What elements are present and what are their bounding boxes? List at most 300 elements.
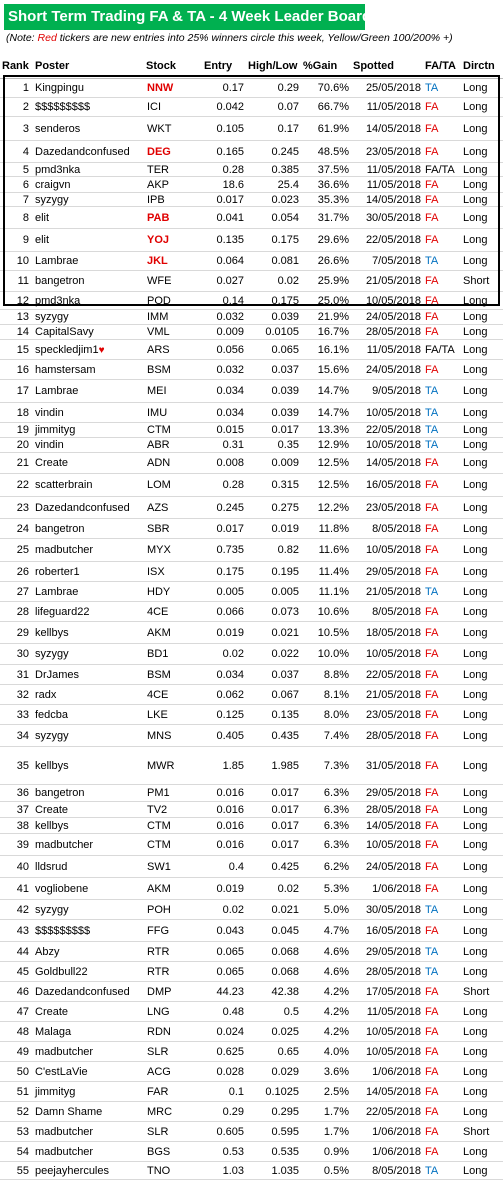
- stock-cell-text: ICI: [147, 101, 162, 113]
- gain-cell: [301, 229, 351, 252]
- entry-cell: [202, 644, 246, 665]
- gain-cell-text: 4.2%: [323, 1005, 349, 1018]
- gain-cell: [301, 340, 351, 360]
- stock-cell: [144, 360, 202, 380]
- high-low-cell-text: 0.065: [271, 343, 299, 356]
- rank-cell: [0, 834, 33, 856]
- direction-cell-text: Long: [463, 457, 488, 469]
- note-rest: tickers are new entries into 25% winners circle this week, Yellow/Green 100/200% +): [59, 32, 453, 44]
- rank-cell: [0, 177, 33, 193]
- gain-cell: [301, 325, 351, 340]
- poster-cell-text: peejayhercules: [35, 1164, 109, 1177]
- spotted-cell-text: 21/05/2018: [365, 585, 421, 598]
- high-low-cell: [246, 856, 301, 878]
- entry-cell-text: 0.065: [216, 965, 244, 978]
- stock-cell: [144, 292, 202, 310]
- rank-cell: [0, 474, 33, 497]
- gain-cell: [301, 163, 351, 177]
- poster-cell: [33, 403, 144, 423]
- table-row: [0, 1142, 503, 1162]
- fa-ta-cell: [423, 785, 461, 802]
- fa-ta-cell-text: FA: [425, 819, 439, 832]
- spotted-cell-text: 21/05/2018: [365, 688, 421, 701]
- direction-cell: [461, 665, 503, 685]
- rank-cell-text: 45: [16, 965, 29, 978]
- poster-cell: [33, 207, 144, 229]
- high-low-cell-text: 0.275: [271, 501, 299, 514]
- fa-ta-cell-text: FA: [425, 294, 439, 307]
- gain-cell: [301, 403, 351, 423]
- high-low-cell-text: 0.073: [271, 605, 299, 618]
- direction-cell-text: Long: [463, 605, 488, 618]
- entry-cell: [202, 1042, 246, 1062]
- stock-cell: [144, 229, 202, 252]
- high-low-cell-text: 0.023: [271, 193, 299, 206]
- stock-cell: [144, 163, 202, 177]
- poster-cell: [33, 252, 144, 271]
- high-low-cell: [246, 878, 301, 900]
- poster-cell-text: Create: [35, 1005, 69, 1018]
- spotted-cell: [351, 340, 423, 360]
- poster-cell-text: elit: [35, 234, 50, 246]
- rank-cell-text: 39: [16, 838, 29, 851]
- spotted-cell: [351, 1082, 423, 1102]
- rank-cell-text: 54: [16, 1145, 29, 1158]
- high-low-cell: [246, 1102, 301, 1122]
- entry-cell: [202, 519, 246, 539]
- stock-cell-text: AKM: [147, 626, 171, 639]
- direction-cell-text: Long: [463, 1005, 488, 1018]
- gain-cell-text: 29.6%: [317, 234, 349, 246]
- high-low-cell: [246, 325, 301, 340]
- spotted-cell-text: 28/05/2018: [365, 729, 421, 742]
- poster-cell: [33, 271, 144, 292]
- direction-cell-text: Long: [463, 424, 488, 436]
- high-low-cell: [246, 207, 301, 229]
- spotted-cell-text: 10/05/2018: [365, 648, 421, 660]
- entry-cell: [202, 325, 246, 340]
- gain-cell-text: 6.3%: [323, 819, 349, 832]
- rank-cell-text: 5: [22, 163, 29, 176]
- gain-cell: [301, 310, 351, 325]
- entry-cell: [202, 856, 246, 878]
- stock-cell: [144, 380, 202, 403]
- entry-cell: [202, 177, 246, 193]
- poster-cell-text: CapitalSavy: [35, 326, 94, 338]
- spotted-cell: [351, 438, 423, 453]
- gain-cell-text: 13.3%: [317, 424, 349, 436]
- rank-cell: [0, 193, 33, 207]
- fa-ta-cell-text: FA: [425, 882, 439, 895]
- direction-cell: [461, 325, 503, 340]
- poster-cell-text: jimmityg: [35, 1085, 76, 1098]
- stock-cell-text: BD1: [147, 648, 169, 660]
- page-title: Short Term Trading FA & TA - 4 Week Leader Board: [4, 4, 365, 30]
- direction-cell-text: Short: [463, 1125, 490, 1138]
- entry-cell: [202, 725, 246, 747]
- stock-cell-text: FAR: [147, 1085, 169, 1098]
- gain-cell: [301, 453, 351, 474]
- stock-cell: [144, 438, 202, 453]
- direction-cell: [461, 562, 503, 582]
- high-low-cell-text: 0.009: [271, 457, 299, 469]
- table-row: [0, 856, 503, 878]
- spotted-cell-text: 9/05/2018: [372, 385, 421, 397]
- table-row: [0, 665, 503, 685]
- fa-ta-cell-text: FA: [425, 1105, 439, 1118]
- direction-cell: [461, 920, 503, 942]
- direction-cell: [461, 725, 503, 747]
- stock-cell: [144, 403, 202, 423]
- entry-cell-text: 0.034: [216, 406, 244, 419]
- high-low-cell: [246, 360, 301, 380]
- rank-cell-text: 33: [16, 708, 29, 721]
- poster-cell-text: Dazedandconfused: [35, 501, 130, 514]
- direction-cell: [461, 802, 503, 818]
- poster-cell: [33, 1102, 144, 1122]
- gain-cell-text: 4.6%: [323, 965, 349, 978]
- rank-cell-text: 11: [17, 275, 29, 287]
- fa-ta-cell-text: FA: [425, 985, 439, 998]
- table-row: [0, 474, 503, 497]
- fa-ta-cell: [423, 856, 461, 878]
- direction-cell-text: Long: [463, 343, 488, 356]
- high-low-cell: [246, 453, 301, 474]
- direction-cell: [461, 453, 503, 474]
- table-row: [0, 207, 503, 229]
- fa-ta-cell: [423, 117, 461, 141]
- high-low-cell-text: 0.029: [271, 1065, 299, 1078]
- direction-cell-text: Long: [463, 311, 488, 323]
- direction-cell: [461, 747, 503, 785]
- gain-cell: [301, 207, 351, 229]
- rank-cell-text: 43: [16, 924, 29, 937]
- spotted-cell: [351, 1162, 423, 1180]
- rank-cell-text: 34: [16, 729, 29, 742]
- entry-cell-text: 0.02: [222, 903, 244, 916]
- entry-cell-text: 0.032: [216, 311, 244, 323]
- stock-cell: [144, 725, 202, 747]
- entry-cell-text: 0.009: [216, 326, 244, 338]
- rank-cell: [0, 1142, 33, 1162]
- entry-cell: [202, 310, 246, 325]
- rank-cell: [0, 519, 33, 539]
- rank-cell-text: 22: [16, 479, 29, 491]
- table-row: [0, 962, 503, 982]
- direction-cell: [461, 1142, 503, 1162]
- table-row: [0, 747, 503, 785]
- gain-cell-text: 4.6%: [323, 945, 349, 958]
- fa-ta-cell-text: FA: [425, 193, 439, 206]
- gain-cell-text: 35.3%: [317, 193, 349, 206]
- high-low-cell: [246, 747, 301, 785]
- rank-cell-text: 31: [16, 668, 29, 681]
- high-low-cell: [246, 1062, 301, 1082]
- poster-cell-text: Create: [35, 803, 69, 816]
- fa-ta-cell: [423, 453, 461, 474]
- stock-cell-text: IMU: [147, 406, 168, 419]
- direction-cell-text: Long: [463, 803, 488, 816]
- entry-cell-text: 0.034: [216, 668, 244, 681]
- gain-cell: [301, 665, 351, 685]
- entry-cell-text: 18.6: [222, 178, 244, 191]
- fa-ta-cell: [423, 582, 461, 602]
- rank-cell-text: 50: [16, 1065, 29, 1078]
- entry-cell: [202, 403, 246, 423]
- direction-cell-text: Long: [463, 1164, 488, 1177]
- entry-cell-text: 0.735: [216, 544, 244, 556]
- table-row: [0, 900, 503, 920]
- poster-cell-text: Kingpingu: [35, 82, 84, 94]
- direction-cell-text: Long: [463, 708, 488, 721]
- fa-ta-cell: [423, 818, 461, 834]
- gain-cell-text: 6.2%: [323, 860, 349, 873]
- poster-cell: [33, 622, 144, 644]
- gain-cell-text: 16.7%: [317, 326, 349, 338]
- high-low-cell-text: 0.039: [271, 311, 299, 323]
- stock-cell: [144, 1102, 202, 1122]
- high-low-cell-text: 0.175: [271, 294, 299, 307]
- poster-cell: [33, 785, 144, 802]
- fa-ta-cell: [423, 380, 461, 403]
- fa-ta-cell-text: FA: [425, 544, 439, 556]
- fa-ta-cell-text: FA: [425, 803, 439, 816]
- stock-cell-text: BGS: [147, 1145, 171, 1158]
- poster-cell: [33, 1042, 144, 1062]
- direction-cell: [461, 360, 503, 380]
- rank-cell-text: 23: [16, 501, 29, 514]
- entry-cell: [202, 141, 246, 163]
- poster-cell: [33, 141, 144, 163]
- high-low-cell: [246, 982, 301, 1002]
- gain-cell-text: 5.0%: [323, 903, 349, 916]
- fa-ta-cell: [423, 207, 461, 229]
- direction-cell: [461, 117, 503, 141]
- rank-cell: [0, 705, 33, 725]
- entry-cell-text: 0.016: [216, 838, 244, 851]
- spotted-cell-text: 8/05/2018: [372, 605, 421, 618]
- rank-cell: [0, 292, 33, 310]
- spotted-cell: [351, 98, 423, 117]
- poster-cell: [33, 962, 144, 982]
- fa-ta-cell-text: FA/TA: [425, 343, 455, 356]
- high-low-cell: [246, 1042, 301, 1062]
- direction-cell-text: Long: [463, 234, 488, 246]
- direction-cell: [461, 271, 503, 292]
- direction-cell: [461, 900, 503, 920]
- high-low-cell: [246, 818, 301, 834]
- high-low-cell: [246, 340, 301, 360]
- direction-cell: [461, 177, 503, 193]
- gain-cell: [301, 818, 351, 834]
- rank-cell: [0, 539, 33, 562]
- rank-cell-text: 36: [16, 787, 29, 799]
- poster-cell-text: Dazedandconfused: [35, 145, 130, 158]
- rank-cell-text: 2: [22, 101, 29, 113]
- fa-ta-cell-text: FA: [425, 522, 439, 535]
- entry-cell: [202, 252, 246, 271]
- poster-cell-text: pmd3nka: [35, 294, 81, 307]
- rank-cell: [0, 747, 33, 785]
- stock-cell: [144, 98, 202, 117]
- direction-cell-text: Long: [463, 501, 488, 514]
- direction-cell: [461, 403, 503, 423]
- gain-cell-text: 6.3%: [323, 803, 349, 816]
- poster-cell-text: speckledjim1: [35, 343, 99, 356]
- stock-cell-text: ISX: [147, 565, 165, 578]
- poster-cell-text: roberter1: [35, 565, 80, 578]
- rank-cell-text: 7: [22, 193, 29, 206]
- rank-cell: [0, 98, 33, 117]
- gain-cell-text: 0.9%: [323, 1145, 349, 1158]
- entry-cell-text: 0.405: [216, 729, 244, 742]
- spotted-cell: [351, 380, 423, 403]
- entry-cell: [202, 207, 246, 229]
- direction-cell: [461, 1082, 503, 1102]
- direction-cell-text: Short: [463, 275, 490, 287]
- rank-cell: [0, 310, 33, 325]
- poster-cell-text: craigvn: [35, 178, 71, 191]
- table-row: [0, 685, 503, 705]
- fa-ta-cell-text: FA: [425, 457, 439, 469]
- entry-cell-text: 0.034: [216, 385, 244, 397]
- fa-ta-cell: [423, 1002, 461, 1022]
- entry-cell: [202, 834, 246, 856]
- spotted-cell: [351, 602, 423, 622]
- spotted-cell-text: 10/05/2018: [365, 294, 421, 307]
- stock-cell-text: SLR: [147, 1045, 169, 1058]
- poster-cell-text: madbutcher: [35, 1125, 94, 1138]
- poster-cell: [33, 519, 144, 539]
- high-low-cell: [246, 141, 301, 163]
- entry-cell: [202, 1002, 246, 1022]
- gain-cell: [301, 1042, 351, 1062]
- spotted-cell: [351, 539, 423, 562]
- poster-cell-text: hamstersam: [35, 363, 96, 376]
- direction-cell-text: Long: [463, 626, 488, 639]
- high-low-cell: [246, 644, 301, 665]
- gain-cell: [301, 292, 351, 310]
- direction-cell-text: Short: [463, 985, 490, 998]
- fa-ta-cell: [423, 403, 461, 423]
- poster-cell: [33, 340, 144, 360]
- high-low-cell-text: 0.039: [271, 385, 299, 397]
- poster-cell: [33, 705, 144, 725]
- poster-cell-text: syzygy: [35, 903, 69, 916]
- gain-cell-text: 12.9%: [317, 439, 349, 451]
- high-low-cell: [246, 685, 301, 705]
- spotted-cell: [351, 747, 423, 785]
- spotted-cell: [351, 519, 423, 539]
- high-low-cell: [246, 292, 301, 310]
- gain-cell: [301, 252, 351, 271]
- entry-cell-text: 0.28: [222, 163, 244, 176]
- fa-ta-cell: [423, 310, 461, 325]
- stock-cell: [144, 856, 202, 878]
- rank-cell: [0, 685, 33, 705]
- gain-cell: [301, 920, 351, 942]
- spotted-cell-text: 29/05/2018: [365, 565, 421, 578]
- spotted-cell: [351, 1142, 423, 1162]
- spotted-cell-text: 10/05/2018: [365, 1025, 421, 1038]
- table-row: [0, 622, 503, 644]
- stock-cell: [144, 602, 202, 622]
- gain-cell-text: 12.2%: [317, 501, 349, 514]
- rank-cell-text: 6: [22, 178, 29, 191]
- legend-note: [6, 32, 453, 44]
- fa-ta-cell-text: TA: [425, 385, 439, 397]
- entry-cell: [202, 962, 246, 982]
- direction-cell: [461, 818, 503, 834]
- fa-ta-cell-text: FA: [425, 688, 439, 701]
- poster-cell-text: bangetron: [35, 522, 85, 535]
- gain-cell-text: 5.3%: [323, 882, 349, 895]
- rank-cell: [0, 497, 33, 519]
- stock-cell-text: RDN: [147, 1025, 171, 1038]
- fa-ta-cell-text: FA: [425, 860, 439, 873]
- stock-cell-text: SBR: [147, 522, 170, 535]
- poster-cell: [33, 1142, 144, 1162]
- fa-ta-cell: [423, 360, 461, 380]
- entry-cell: [202, 163, 246, 177]
- fa-ta-cell: [423, 474, 461, 497]
- stock-cell: [144, 562, 202, 582]
- spotted-cell: [351, 163, 423, 177]
- fa-ta-cell: [423, 622, 461, 644]
- high-low-cell-text: 0.068: [271, 945, 299, 958]
- rank-cell: [0, 1162, 33, 1180]
- direction-cell-text: Long: [463, 522, 488, 535]
- spotted-cell: [351, 962, 423, 982]
- spotted-cell-text: 11/05/2018: [366, 343, 421, 356]
- direction-cell-text: Long: [463, 565, 488, 578]
- stock-cell-text: MEI: [147, 385, 167, 397]
- high-low-cell: [246, 665, 301, 685]
- table-row: [0, 982, 503, 1002]
- poster-cell: [33, 900, 144, 920]
- high-low-cell-text: 0.175: [271, 234, 299, 246]
- high-low-cell-text: 0.435: [271, 729, 299, 742]
- direction-cell: [461, 705, 503, 725]
- high-low-cell-text: 0.025: [271, 1025, 299, 1038]
- poster-cell: [33, 1002, 144, 1022]
- spotted-cell-text: 16/05/2018: [365, 924, 421, 937]
- stock-cell-text: NNW: [147, 82, 174, 94]
- direction-cell-text: Long: [463, 1065, 488, 1078]
- rank-cell: [0, 340, 33, 360]
- stock-cell: [144, 519, 202, 539]
- high-low-cell-text: 0.021: [271, 626, 299, 639]
- high-low-cell: [246, 310, 301, 325]
- stock-cell-text: FFG: [147, 924, 169, 937]
- high-low-cell: [246, 582, 301, 602]
- high-low-cell-text: 0.245: [271, 145, 299, 158]
- high-low-cell: [246, 920, 301, 942]
- stock-cell-text: 4CE: [147, 605, 169, 618]
- poster-cell-text: Goldbull22: [35, 965, 88, 978]
- direction-cell: [461, 474, 503, 497]
- rank-cell: [0, 1002, 33, 1022]
- high-low-cell-text: 0.5: [283, 1005, 299, 1018]
- poster-cell-text: syzygy: [35, 193, 69, 206]
- stock-cell-text: LOM: [147, 479, 171, 491]
- poster-cell-text: Abzy: [35, 945, 60, 958]
- spotted-cell-text: 24/05/2018: [365, 860, 421, 873]
- entry-cell: [202, 920, 246, 942]
- fa-ta-cell-text: FA: [425, 626, 439, 639]
- spotted-cell-text: 1/06/2018: [372, 882, 421, 895]
- entry-cell-text: 1.03: [222, 1164, 244, 1177]
